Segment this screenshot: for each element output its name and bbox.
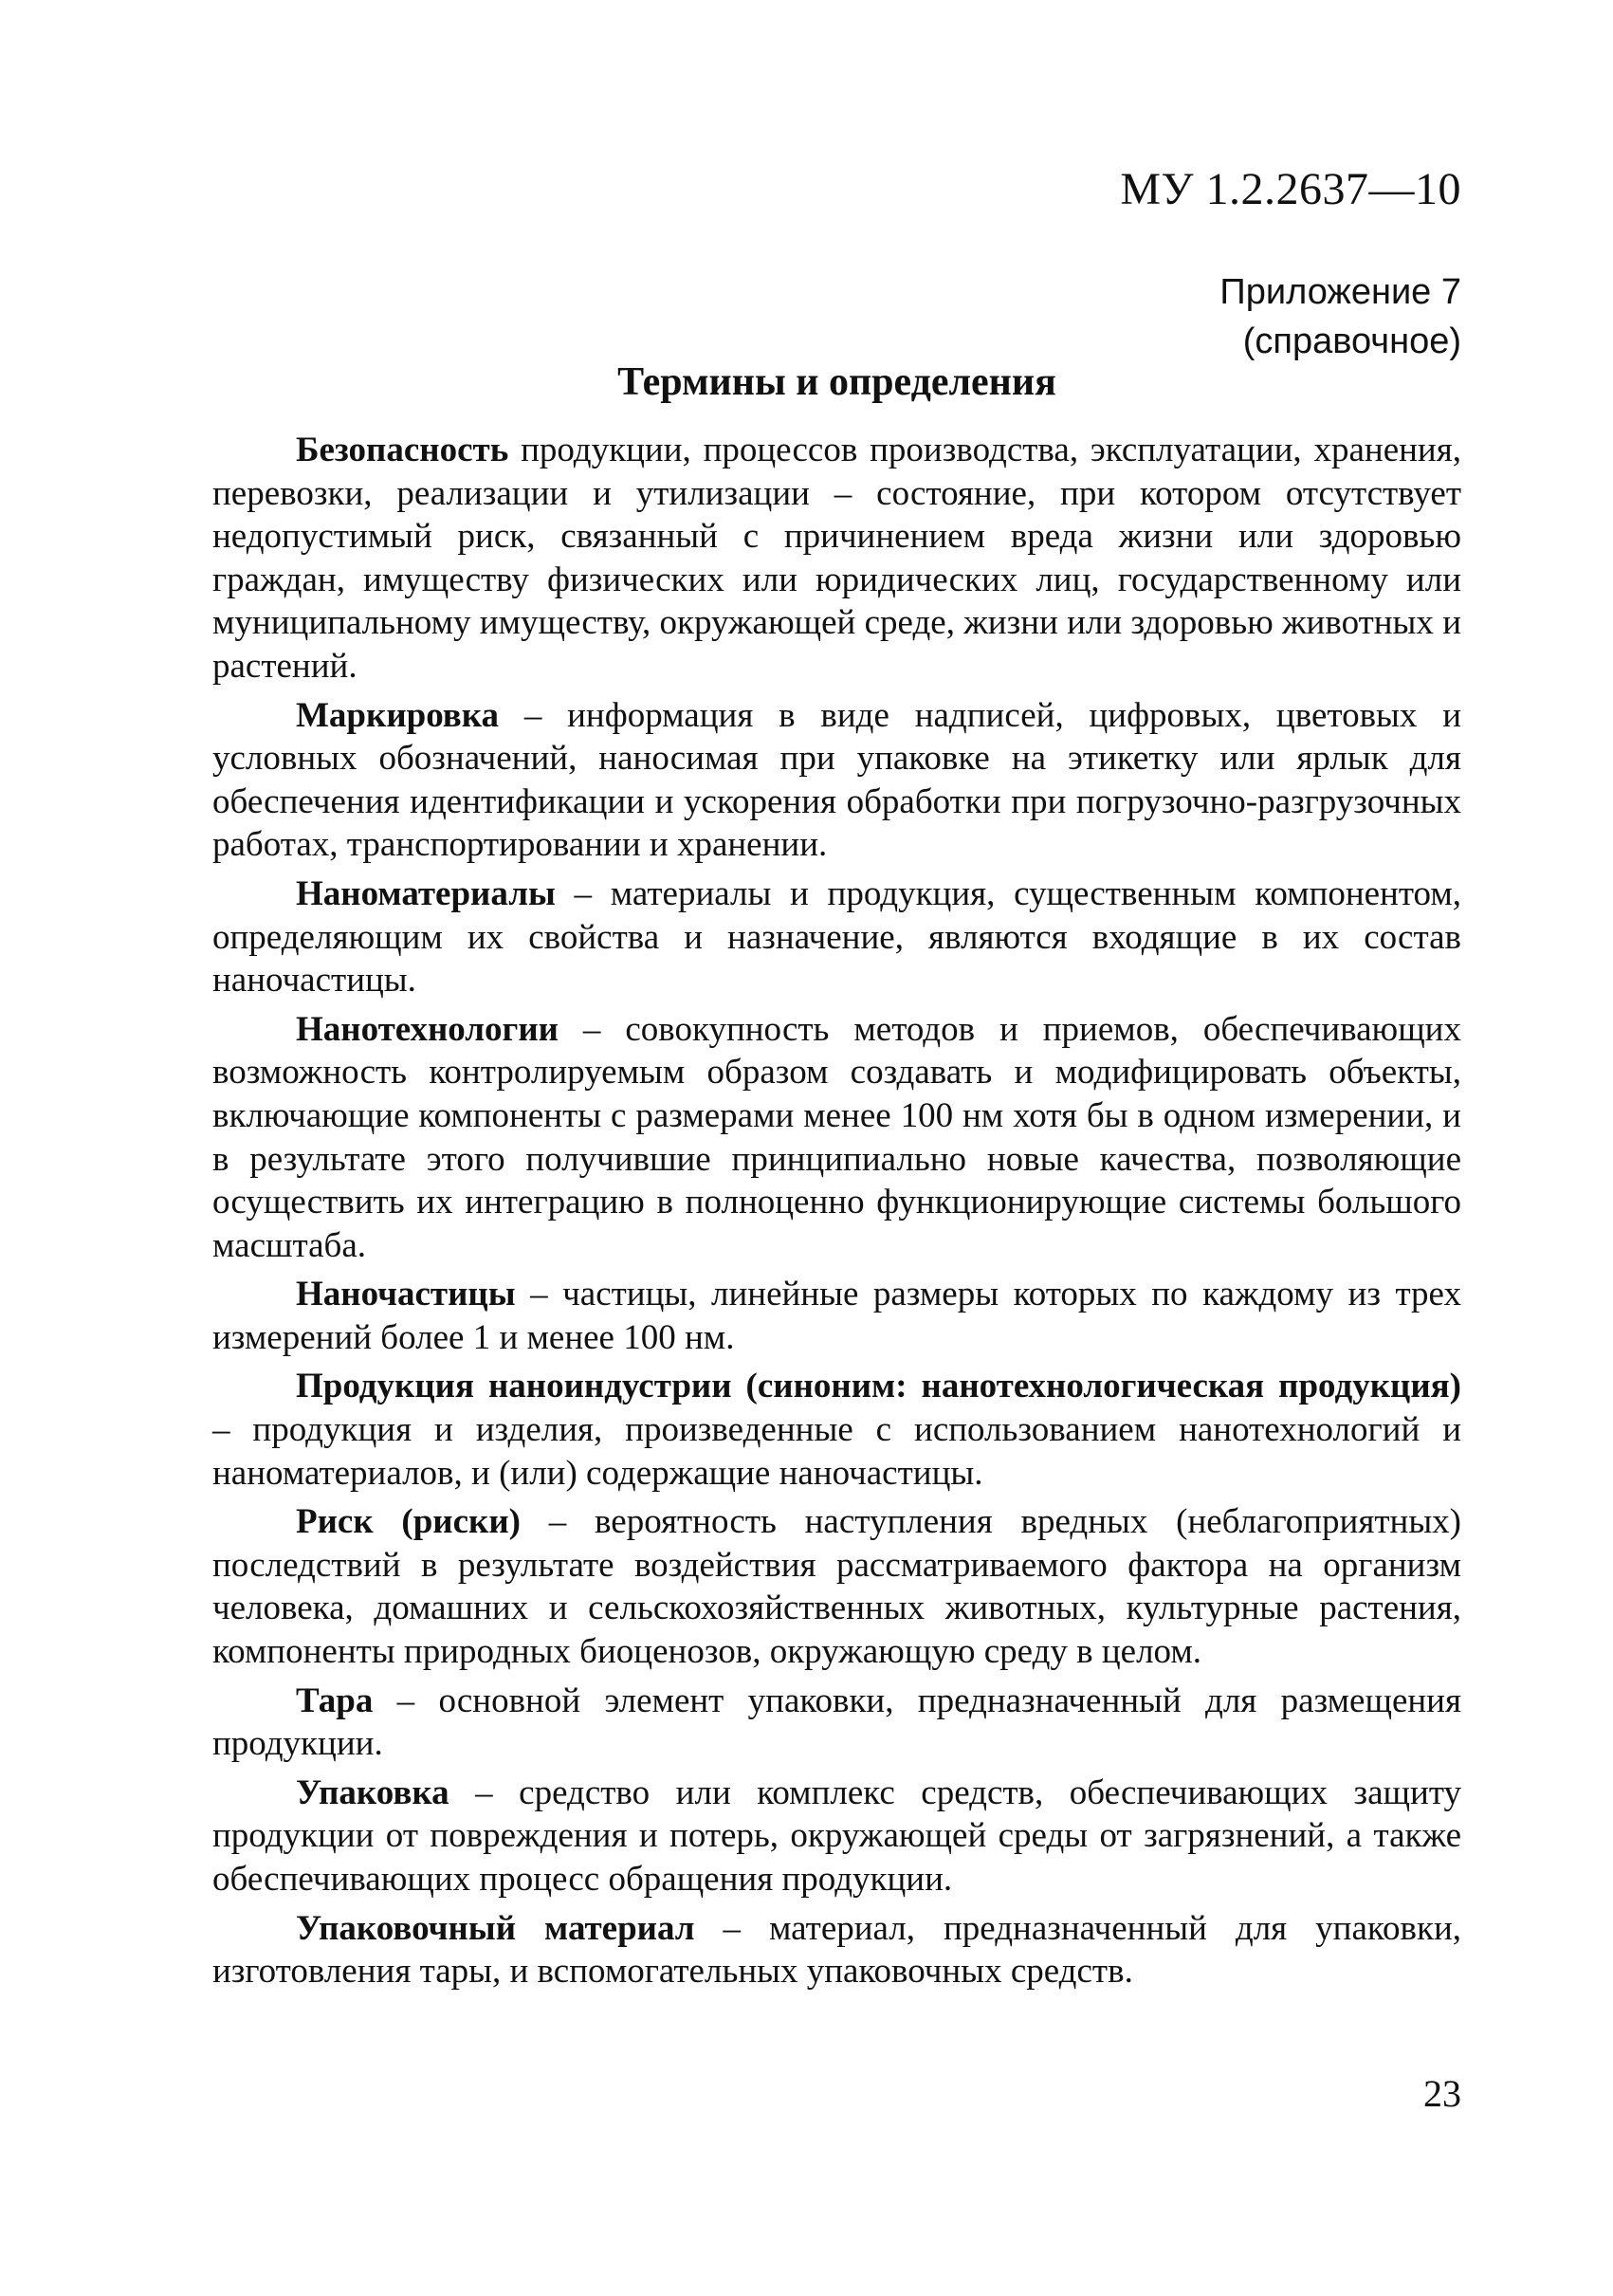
term-definition: – продукция и изделия, произведенные с использованием нанотехнологий и наноматериалов, и (или) содержащие наночастицы. [212,1410,1461,1493]
term-definition: – частицы, линейные размеры которых по каждому из трех измерений более 1 и менее 100 нм. [212,1275,1461,1357]
term-entry-nanomaterialy [212,872,1461,1002]
term-name: Наноматериалы [296,873,556,913]
terms-list [212,429,1461,1999]
term-definition: – материал, предназначенный для упаковки, изготовления тары, и вспомогательных упаковочных средств. [212,1908,1461,1992]
term-entry-tara [212,1680,1461,1766]
term-name: Тара [296,1681,374,1720]
term-definition: – материалы и продукция, существенным компонентом, определяющим их свойства и назначение, являются входящие в их состав наночастицы. [212,873,1461,1001]
section-title: Термины и определения [617,360,1056,404]
term-definition: – информация в виде надписей, цифровых, цветовых и условных обозначений, наносимая при упаковке на этикетку или ярлык для обеспечения идентификации и ускорения обработки при погрузочно-разгрузочных работах, транспортировании и хранении. [212,695,1461,865]
term-entry-produktsiya-nanoindustrii [212,1365,1461,1495]
term-name: Наночастицы [296,1275,516,1314]
term-name: Маркировка [296,695,500,735]
term-entry-markirovka [212,694,1461,867]
term-definition: – вероятность наступления вредных (неблагоприятных) последствий в результате воздействия рассматриваемого фактора на организм человека, домашних и сельскохозяйственных животных, культурные растения, компоненты природных биоценозов, окружающую среду в целом. [212,1502,1461,1672]
term-name: Упаковочный материал [296,1908,695,1948]
term-name: Риск (риски) [296,1502,522,1542]
term-name: Продукция наноиндустрии (синоним: нанотехнологическая продукция) [296,1367,1461,1406]
appendix-heading [1219,267,1461,366]
document-code: МУ 1.2.2637—10 [1120,164,1461,214]
term-entry-upakovka [212,1772,1461,1901]
term-definition: продукции, процессов производства, эксплуатации, хранения, перевозки, реализации и утилизации – состояние, при котором отсутствует недопустимый риск, связанный с причинением вреда жизни или здоровью граждан, имуществу физических или юридических лиц, государственному или муниципальному имуществу, окружающей среде, жизни или здоровью животных и растений. [212,431,1461,686]
term-entry-bezopasnost [212,429,1461,689]
term-definition: – средство или комплекс средств, обеспечивающих защиту продукции от повреждения и потерь, окружающей среды от загрязнений, а также обеспечивающих процесс обращения продукции. [212,1773,1461,1899]
appendix-label: Приложение 7 [1219,272,1461,312]
term-name: Нанотехнологии [296,1009,559,1049]
term-name: Безопасность [296,431,509,469]
term-definition: – совокупность методов и приемов, обеспечивающих возможность контролируемым образом создавать и модифицировать объекты, включающие компоненты с размерами менее 100 нм хотя бы в одном измерении, и в результате этого получившие принципиально новые качества, позволяющие осуществить их интеграцию в полноценно функционирующие системы большого масштаба. [212,1009,1461,1265]
term-definition: – основной элемент упаковки, предназначенный для размещения продукции. [212,1681,1461,1764]
term-name: Упаковка [296,1773,449,1812]
term-entry-upakovochnyy-material [212,1907,1461,1993]
page-number: 23 [1423,2072,1461,2115]
term-entry-risk [212,1500,1461,1673]
term-entry-nanotekhnologii [212,1008,1461,1268]
term-entry-nanochastitsy [212,1273,1461,1359]
appendix-type: (справочное) [1242,321,1461,361]
